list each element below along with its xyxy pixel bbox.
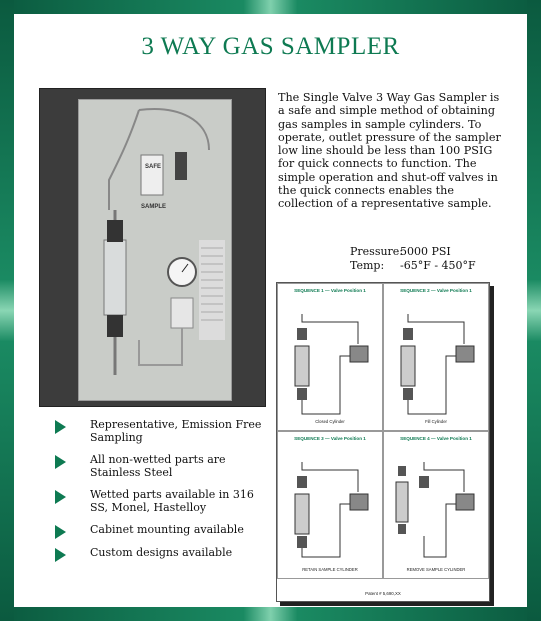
page-title: 3 WAY GAS SAMPLER — [141, 33, 400, 60]
feature-list — [52, 419, 262, 569]
feature-item: Wetted parts available in 316 SS, Monel, Hastelloy — [52, 489, 262, 514]
arrow-icon — [55, 455, 66, 469]
spec-temp: Temp: -65°F - 450°F — [350, 259, 476, 272]
feature-item: All non-wetted parts are Stainless Steel — [52, 454, 262, 479]
sample-label: SAMPLE — [141, 204, 167, 210]
frame-left — [0, 0, 14, 621]
sequence-3-schematic — [278, 432, 384, 580]
sequence-quadrant-3: SEQUENCE 3 — Valve Position 1 RETAIN SAMPLE CYLINDER — [277, 431, 383, 579]
sequence-diagram — [276, 282, 490, 602]
feature-item: Custom designs available — [52, 547, 262, 560]
sequence-quadrant-2: SEQUENCE 2 — Valve Position 1 Fill Cylinder — [383, 283, 489, 431]
frame-right — [527, 0, 541, 621]
feature-item: Cabinet mounting available — [52, 524, 262, 537]
sequence-2-schematic — [384, 284, 490, 432]
product-photo — [39, 88, 266, 407]
sampler-panel — [78, 99, 232, 401]
patent-number: Patent # 5,690,XX — [365, 591, 401, 596]
feature-item: Representative, Emission Free Sampling — [52, 419, 262, 444]
sampler-illustration — [79, 100, 231, 400]
sequence-1-schematic — [278, 284, 384, 432]
arrow-icon — [55, 525, 66, 539]
arrow-icon — [55, 420, 66, 434]
safe-label: SAFE — [145, 164, 162, 170]
arrow-icon — [55, 490, 66, 504]
sequence-quadrant-1: SEQUENCE 1 — Valve Position 1 Closed Cylinder — [277, 283, 383, 431]
sequence-4-schematic — [384, 432, 490, 580]
specifications — [350, 245, 476, 273]
sequence-quadrant-4: SEQUENCE 4 — Valve Position 1 REMOVE SAMPLE CYLINDER — [383, 431, 489, 579]
arrow-icon — [55, 548, 66, 562]
spec-pressure: Pressure:5000 PSI — [350, 245, 451, 258]
description: The Single Valve 3 Way Gas Sampler is a safe and simple method of obtaining gas samples in sample cylinders. To operate, outlet pressure of the sampler low line should be less than 100 PSIG for quick connects to function. The simple operation and shut-off valves in the quick connects enables the collection of a representative sample. — [278, 91, 501, 211]
page-content — [14, 14, 527, 607]
